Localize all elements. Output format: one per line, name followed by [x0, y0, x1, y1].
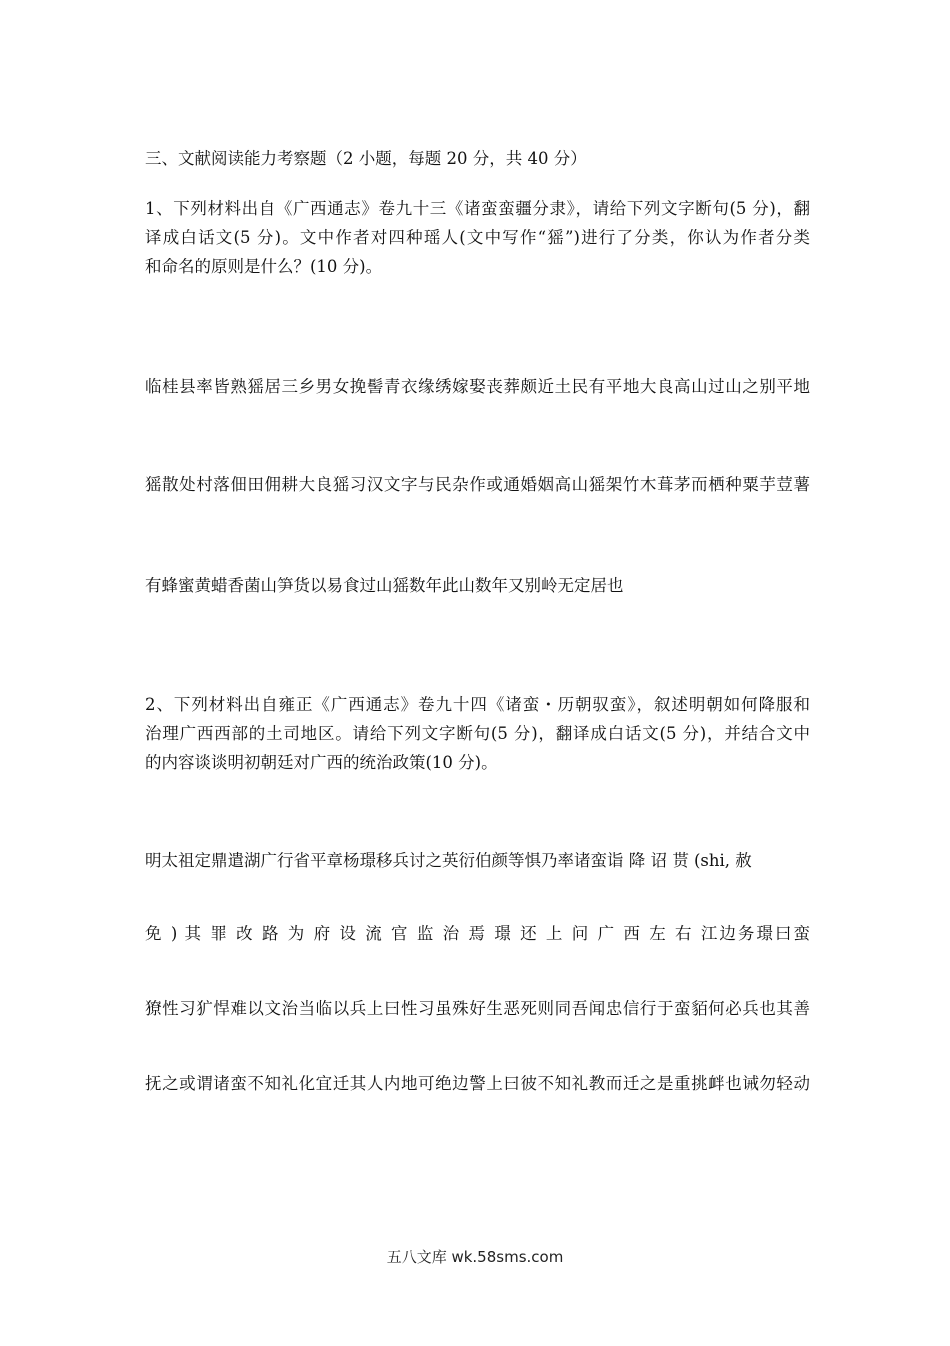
q1-text-line-3: 有蜂蜜黄蜡香菌山笋货以易食过山猺数年此山数年又别岭无定居也: [145, 576, 624, 595]
section-heading: 三、文献阅读能力考察题（2 小题，每题 20 分，共 40 分）: [145, 149, 587, 168]
q2-prompt-line-2: 治理广西西部的土司地区。请给下列文字断句(5 分)，翻译成白话文(5 分)，并结合文中: [145, 724, 810, 743]
q1-text-line-2: 猺散处村落佃田佣耕大良猺习汉文字与民杂作或通婚姻高山猺架竹木葺茅而栖种粟芋荳薯: [145, 475, 810, 494]
q2-text-line-4: 抚之或谓诸蛮不知礼化宜迁其人内地可绝边警上曰彼不知礼教而迁之是重挑衅也诫勿轻动: [145, 1074, 810, 1093]
q2-text-line-2: 免 ) 其 罪 改 路 为 府 设 流 官 监 治 焉 璟 还 上 问 广 西 左 右 江边务璟曰蛮: [145, 924, 810, 943]
q1-prompt-line-2: 译成白话文(5 分)。文中作者对四种瑶人(文中写作“猺”)进行了分类，你认为作者分类: [145, 228, 810, 247]
q2-prompt-line-3: 的内容谈谈明初朝廷对广西的统治政策(10 分)。: [145, 753, 498, 772]
footer-watermark: 五八文库 wk.58sms.com: [386, 1248, 564, 1266]
q1-prompt-line-3: 和命名的原则是什么？(10 分)。: [145, 257, 383, 276]
q1-prompt-line-1: 1、下列材料出自《广西通志》卷九十三《诸蛮蛮疆分隶》，请给下列文字断句(5 分)，翻: [145, 199, 810, 218]
q2-prompt-line-1: 2、下列材料出自雍正《广西通志》卷九十四《诸蛮・历朝驭蛮》，叙述明朝如何降服和: [145, 695, 810, 714]
q2-text-line-1: 明太祖定鼎遣湖广行省平章杨璟移兵讨之英衍伯颜等惧乃率诸蛮诣 降 诏 贳 (shi, 赦: [145, 851, 752, 870]
q2-text-line-3: 獠性习犷悍难以文治当临以兵上曰性习虽殊好生恶死则同吾闻忠信行于蛮貊何必兵也其善: [145, 999, 810, 1018]
q1-text-line-1: 临桂县率皆熟猺居三乡男女挽髻青衣缘绣嫁娶丧葬颇近土民有平地大良高山过山之别平地: [145, 377, 810, 396]
